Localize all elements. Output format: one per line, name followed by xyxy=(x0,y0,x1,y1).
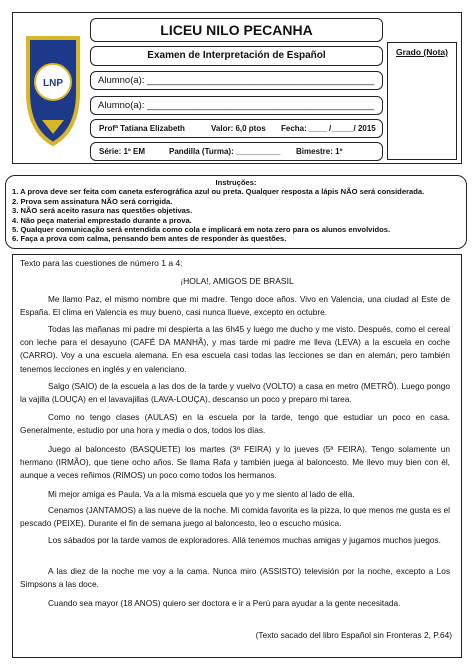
exam-value: Valor: 6,0 ptos xyxy=(211,124,266,133)
bimester-label: Bimestre: 1º xyxy=(296,147,343,156)
reading-paragraph: Mi mejor amiga es Paula. Va a la misma escuela que yo y me siento al lado de ella. xyxy=(48,489,355,499)
reading-paragraph: Todas las mañanas mi padre mi despierta a las 6h45 y luego me ducho y me visto. Después, como el cereal con leche para el desayuno (CAFÉ DA MANHÃ), y mas tarde mi padre me lleva (LEVA) a la escuela en coche (CARRO). Voy a una escuela alemana. En esa escuela casi todas las lecciones se dan en alemán, pero también tenemos lecciones en inglés y en valenciano. xyxy=(20,324,450,374)
instruction-item: 4. Não peça material emprestado durante a prova. xyxy=(12,215,192,225)
reading-source: (Texto sacado del libro Español sin Fronteras 2, P.64) xyxy=(255,630,452,640)
instruction-item: 1. A prova deve ser feita com caneta esferográfica azul ou preta. Qualquer resposta a lápis NÃO será considerada. xyxy=(12,187,425,197)
exam-date: Fecha: ____ /_____/ 2015 xyxy=(281,124,376,133)
series-label: Série: 1º EM xyxy=(99,147,146,156)
class-group-label: Pandilla (Turma): __________ xyxy=(169,147,281,156)
school-name: LICEU NILO PECANHA xyxy=(90,18,383,42)
instruction-item: 2. Prova sem assinatura NÃO será corrigida. xyxy=(12,196,173,206)
instruction-item: 6. Faça a prova com calma, pensando bem antes de responder às questões. xyxy=(12,234,287,244)
instructions-title: Instruções: xyxy=(215,178,257,187)
reading-paragraph: A las diez de la noche me voy a la cama. Nunca miro (ASSISTO) televisión por la noche, excepto a Los Simpsons a las doce. xyxy=(20,566,450,590)
grade-label: Grado (Nota) xyxy=(396,47,448,57)
reading-intro: Texto para las cuestiones de número 1 a 4: xyxy=(20,258,183,268)
reading-paragraph: Cenamos (JANTAMOS) a las nueve de la noche. Mi comida favorita es la pizza, lo que menos me gusta es el pescado (PEIXE). Durante el fin de semana juego al baloncesto, leo o escucho música. xyxy=(20,505,450,529)
reading-paragraph: Me llamo Paz, el mismo nombre que mi madre. Tengo doce años. Vivo en Valencia, una ciudad al Este de España. El clima en Valencia es muy bueno, casi nunca llueve, excepto en octubre. xyxy=(20,294,450,318)
class-row xyxy=(90,142,383,161)
reading-paragraph: Como no tengo clases (AULAS) en la escuela por la tarde, tengo que estudiar un poco en casa. Generalmente, estudio por una hora y media o dos, todos los días. xyxy=(20,412,450,436)
student-name-field-1: Alumno(a): ___________________________________________ xyxy=(90,71,383,90)
logo-letters: LNP xyxy=(43,78,63,89)
reading-paragraph: Juego al baloncesto (BASQUETE) los martes (3ª FEIRA) y lo jueves (5ª FEIRA). Tengo solamente un hermano (IRMÃO), que tiene ocho años. Se llama Rafa y también juega al baloncesto. Me llevo muy bien con él, aunque a veces reñimos (RIMOS) un poco como todos los hermanos. xyxy=(20,444,450,481)
reading-paragraph: Salgo (SAIO) de la escuela a las dos de la tarde y vuelvo (VOLTO) a casa en metro (METRÔ). Luego pongo la vajilla (LOUÇA) en el lavavajillas (LAVA-LOUÇA), descanso un poco y preparo mi tarea. xyxy=(20,381,450,405)
teacher-name: Profª Tatiana Elizabeth xyxy=(99,124,185,133)
exam-title: Examen de Interpretación de Español xyxy=(90,46,383,66)
reading-paragraph: Cuando sea mayor (18 ANOS) quiero ser doctora e ir a Perú para ayudar a la gente necesitada. xyxy=(48,598,401,608)
instruction-item: 5. Qualquer comunicação será entendida como cola e implicará em nota zero para os alunos envolvidos. xyxy=(12,225,391,235)
grade-box xyxy=(387,42,457,160)
reading-title: ¡HOLA!, AMIGOS DE BRASIL xyxy=(180,276,294,286)
instructions-box xyxy=(5,175,467,249)
teacher-row xyxy=(90,119,383,138)
instruction-item: 3. NÃO será aceito rasura nas questões objetivas. xyxy=(12,206,193,216)
reading-paragraph: Los sábados por la tarde vamos de exploradores. Allá tenemos muchas amigas y jugamos muchos juegos. xyxy=(48,535,441,545)
school-logo xyxy=(24,30,82,148)
student-name-field-2: Alumno(a): ___________________________________________ xyxy=(90,96,383,115)
